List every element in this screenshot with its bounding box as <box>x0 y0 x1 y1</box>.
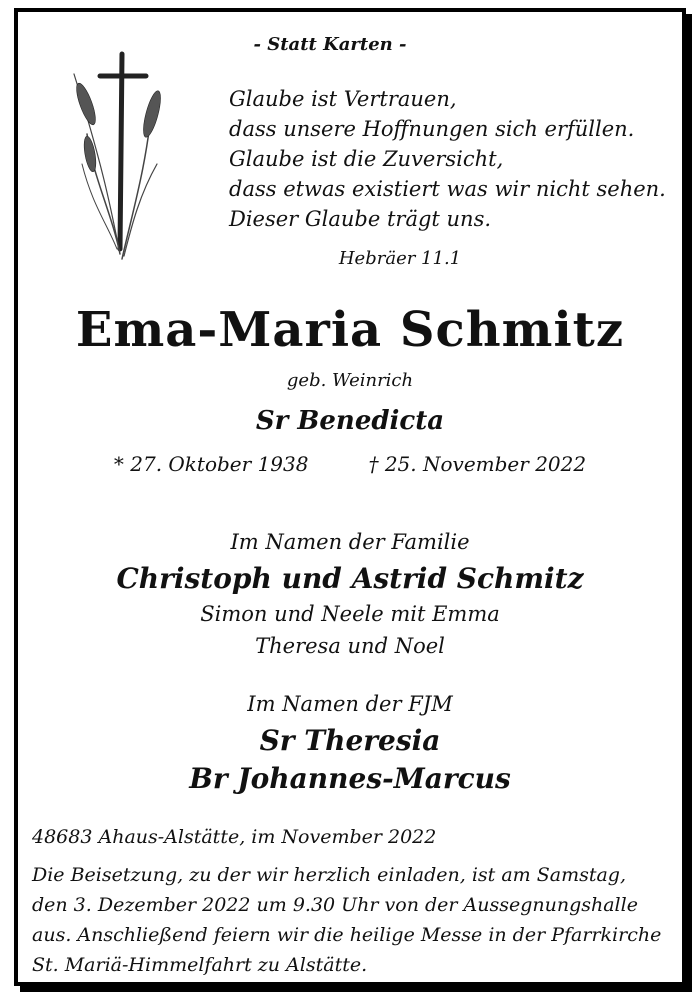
death-date: † 25. November 2022 <box>368 452 587 476</box>
poem <box>229 84 669 234</box>
birth-name: geb. Weinrich <box>286 370 414 391</box>
poem-line: Glaube ist die Zuversicht, <box>229 147 504 171</box>
deceased-name: Ema-Maria Schmitz <box>75 302 625 358</box>
fjm-name: Br Johannes-Marcus <box>189 762 511 795</box>
fjm-intro: Im Namen der FJM <box>247 692 453 716</box>
notice-line: St. Mariä-Himmelfahrt zu Alstätte. <box>32 954 368 976</box>
family-names: Christoph und Astrid Schmitz <box>116 562 584 595</box>
life-dates <box>100 452 600 476</box>
poem-line: dass etwas existiert was wir nicht sehen. <box>229 177 666 201</box>
family-line: Simon und Neele mit Emma <box>200 602 500 626</box>
poem-line: Glaube ist Vertrauen, <box>229 87 457 111</box>
birth-date: * 27. Oktober 1938 <box>113 452 309 476</box>
poem-line: dass unsere Hoffnungen sich erfüllen. <box>229 117 635 141</box>
burial-notice <box>32 860 677 980</box>
cross-and-wheat-icon <box>62 44 172 270</box>
religious-name: Sr Benedicta <box>255 406 445 436</box>
fjm-name: Sr Theresia <box>259 724 441 757</box>
family-intro: Im Namen der Familie <box>230 530 470 554</box>
notice-line: aus. Anschließend feiern wir die heilige Messe in der Pfarrkirche <box>32 924 662 946</box>
notice-line: Die Beisetzung, zu der wir herzlich einladen, ist am Samstag, <box>32 864 627 886</box>
notice-line: den 3. Dezember 2022 um 9.30 Uhr von der Aussegnungshalle <box>32 894 638 916</box>
poem-reference: Hebräer 11.1 <box>338 248 462 269</box>
family-line: Theresa und Noel <box>255 634 445 658</box>
place-date: 48683 Ahaus-Alstätte, im November 2022 <box>32 826 437 848</box>
statt-karten-note: - Statt Karten - <box>253 34 407 55</box>
poem-line: Dieser Glaube trägt uns. <box>229 207 492 231</box>
